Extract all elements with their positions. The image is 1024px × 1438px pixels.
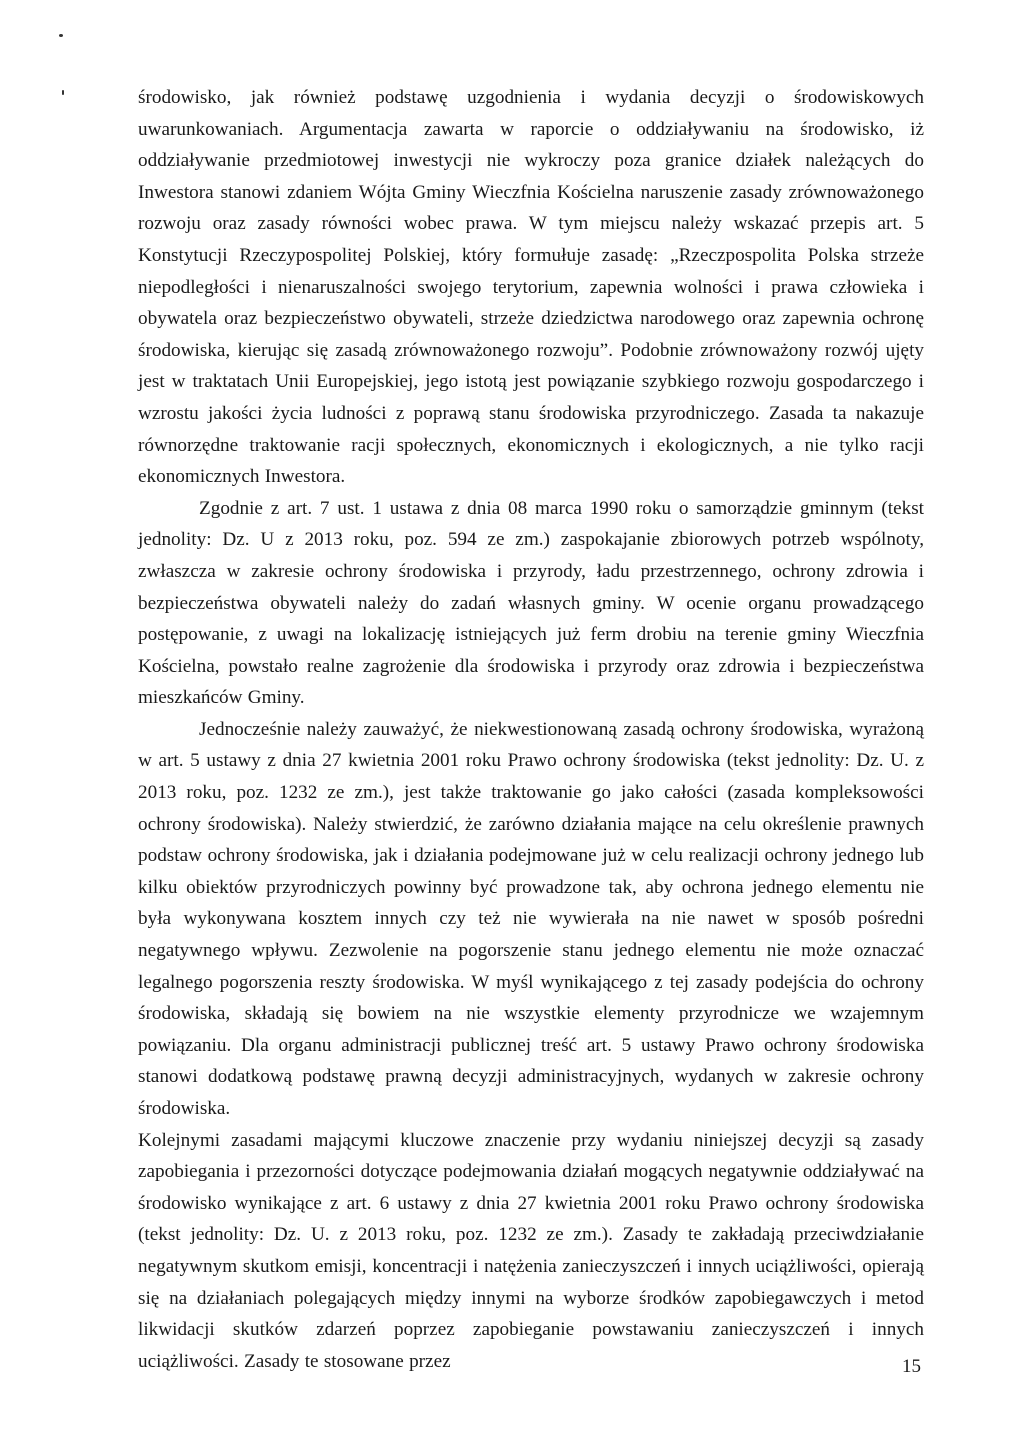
paragraph-art-7: Zgodnie z art. 7 ust. 1 ustawa z dnia 08 marca 1990 roku o samorządzie gminnym (tekst jednolity: Dz. U z 2013 roku, poz. 594 ze zm.) zaspokajanie zbiorowych potrzeb wspólnoty, zwłaszcza w zakresie ochrony środowiska i przyrody, ładu przestrzennego, ochrony zdrowia i bezpieczeństwa obywateli należy do zadań własnych gminy. W ocenie organu prowadzącego postępowanie, z uwagi na lokalizację istniejących już ferm drobiu na terenie gminy Wieczfnia Kościelna, powstało realne zagrożenie dla środowiska i przyrody oraz zdrowia i bezpieczeństwa mieszkańców Gminy. (138, 497, 924, 709)
scan-speck (59, 34, 63, 37)
paragraph-intro-continuation: środowisko, jak również podstawę uzgodnienia i wydania decyzji o środowiskowych uwarunkowaniach. Argumentacja zawarta w raporcie o oddziaływaniu na środowisko, iż oddziaływanie przedmiotowej inwestycji nie wykroczy poza granice działek należących do Inwestora stanowi zdaniem Wójta Gminy Wieczfnia Kościelna naruszenie zasady zrównoważonego rozwoju oraz zasady równości wobec prawa. W tym miejscu należy wskazać przepis art. 5 Konstytucji Rzeczypospolitej Polskiej, który formułuje zasadę: „Rzeczpospolita Polska strzeże niepodległości i nienaruszalności swojego terytorium, zapewnia wolności i prawa człowieka i obywatela oraz bezpieczeństwo obywateli, strzeże dziedzictwa narodowego oraz zapewnia ochronę środowiska, kierując się zasadą zrównoważonego rozwoju”. Podobnie zrównoważony rozwój ujęty jest w traktatach Unii Europejskiej, jego istotą jest powiązanie szybkiego rozwoju gospodarczego i wzrostu jakości życia ludności z poprawą stanu środowiska przyrodniczego. Zasada ta nakazuje równorzędne traktowanie racji społecznych, ekonomicznych i ekologicznych, a nie tylko racji ekonomicznych Inwestora. (138, 87, 924, 488)
page-number: 15 (902, 1356, 921, 1377)
document-body (138, 82, 924, 1377)
paragraph-art-5: Jednocześnie należy zauważyć, że niekwestionowaną zasadą ochrony środowiska, wyrażoną w art. 5 ustawy z dnia 27 kwietnia 2001 roku Prawo ochrony środowiska (tekst jednolity: Dz. U. z 2013 roku, poz. 1232 ze zm.), jest także traktowanie go jako całości (zasada kompleksowości ochrony środowiska). Należy stwierdzić, że zarówno działania mające na celu określenie prawnych podstaw ochrony środowiska, jak i działania podejmowane już w celu realizacji ochrony jednego lub kilku obiektów przyrodniczych powinny być prowadzone tak, aby ochrona jednego elementu nie była wykonywana kosztem innych czy też nie wywierała na nie nawet w sposób pośredni negatywnego wpływu. Zezwolenie na pogorszenie stanu jednego elementu nie może oznaczać legalnego pogorszenia reszty środowiska. W myśl wynikającego z tej zasady podejścia do ochrony środowiska, składają się bowiem na nie wszystkie elementy przyrodnicze we wzajemnym powiązaniu. Dla organu administracji publicznej treść art. 5 ustawy Prawo ochrony środowiska stanowi dodatkową podstawę prawną decyzji administracyjnych, wydanych w zakresie ochrony środowiska. (138, 718, 924, 1119)
scan-speck (62, 90, 64, 95)
paragraph-prevention-principles: Kolejnymi zasadami mającymi kluczowe znaczenie przy wydaniu niniejszej decyzji są zasady zapobiegania i przezorności dotyczące podejmowania działań mogących negatywnie oddziaływać na środowisko wynikające z art. 6 ustawy z dnia 27 kwietnia 2001 roku Prawo ochrony środowiska (tekst jednolity: Dz. U. z 2013 roku, poz. 1232 ze zm.). Zasady te zakładają przeciwdziałanie negatywnym skutkom emisji, koncentracji i natężenia zanieczyszczeń i innych uciążliwości, opierają się na działaniach polegających między innymi na wyborze środków zapobiegawczych i metod likwidacji skutków zdarzeń poprzez zapobieganie powstawaniu zanieczyszczeń i innych uciążliwości. Zasady te stosowane przez (138, 1129, 924, 1372)
